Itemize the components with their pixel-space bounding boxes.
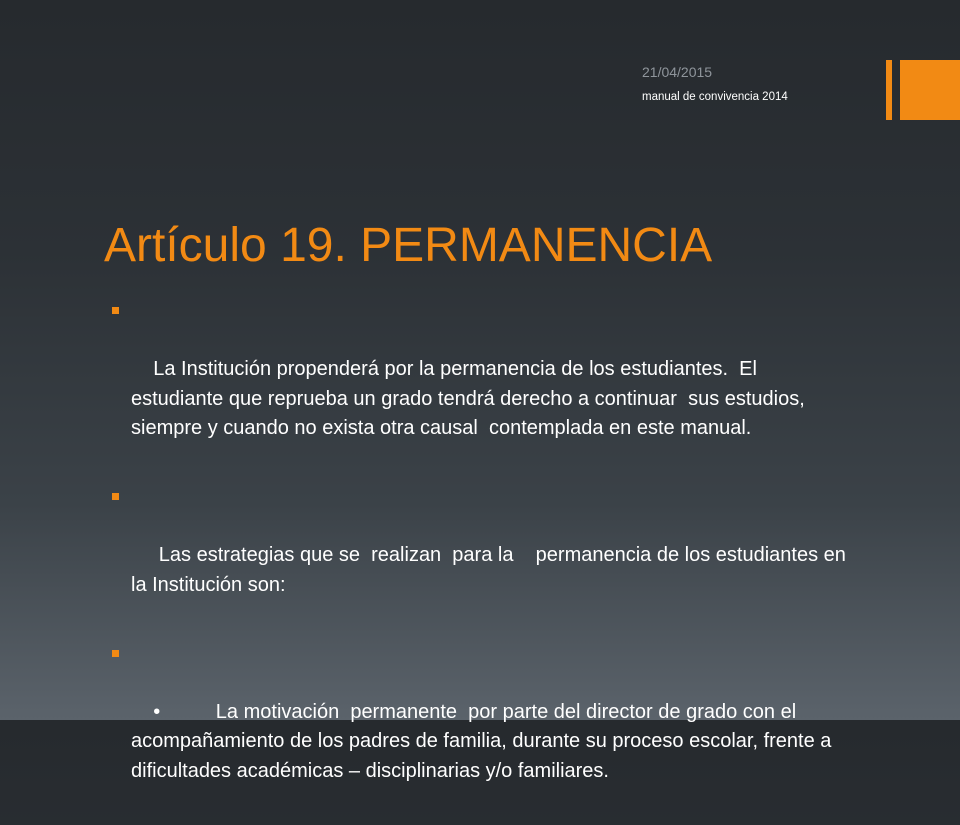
slide-content-list: [110, 296, 850, 825]
square-bullet-icon: [112, 650, 119, 657]
bullet-text: La Institución propenderá por la permanencia de los estudiantes. El estudiante que reprueba un grado tendrá derecho a continuar sus estudios, siempre y cuando no exista otra causal contemplada en este manual.: [131, 358, 811, 439]
square-bullet-icon: [112, 307, 119, 314]
slide-footer: manual de convivencia 2014: [642, 91, 788, 103]
bullet-text: • La motivación permanente por parte del director de grado con el acompañamiento de los padres de familia, durante su proceso escolar, frente a dificultades académicas – disciplinarias y/o familiares.: [131, 700, 837, 782]
slide-date: 21/04/2015: [642, 64, 713, 80]
bullet-item: [110, 482, 850, 630]
bullet-text: Las estrategias que se realizan para la permanencia de los estudiantes en la Institución son:: [131, 544, 852, 596]
accent-bar-thick: [900, 60, 960, 120]
slide-title: Artículo 19. PERMANENCIA: [104, 219, 713, 272]
square-bullet-icon: [112, 493, 119, 500]
accent-bar-thin: [886, 60, 892, 120]
bullet-item: [110, 639, 850, 816]
bullet-item: [110, 296, 850, 473]
